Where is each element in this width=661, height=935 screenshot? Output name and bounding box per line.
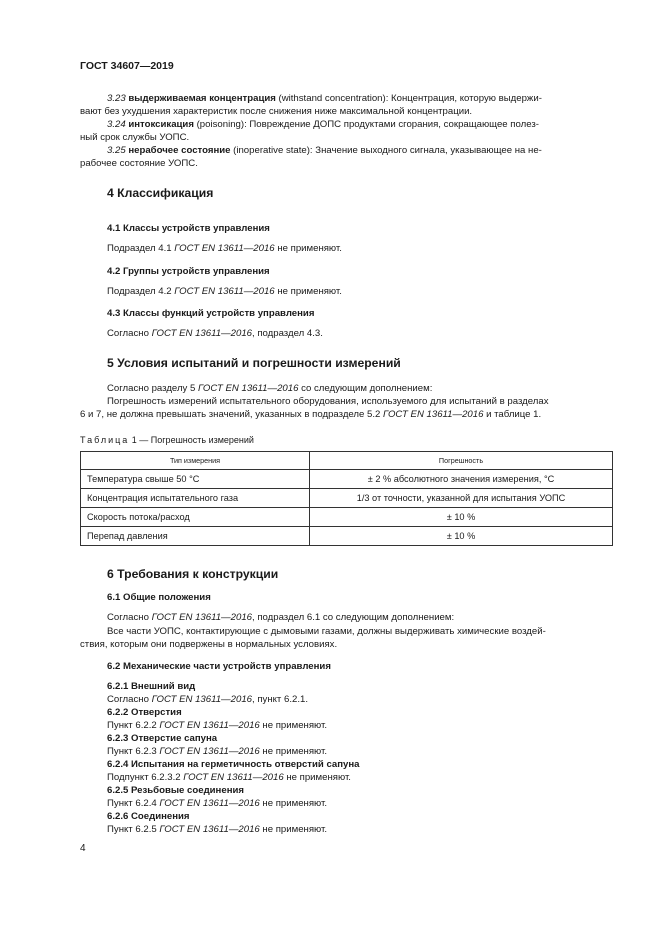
standard-reference: ГОСТ EN 13611—2016 bbox=[159, 720, 260, 731]
subsection-4-3-title: 4.3 Классы функций устройств управления bbox=[107, 308, 315, 319]
standard-reference: ГОСТ EN 13611—2016 bbox=[151, 694, 252, 705]
section-5-text-1: Согласно разделу 5 ГОСТ EN 13611—2016 со следующим дополнением: bbox=[107, 383, 433, 394]
table-cell: Перепад давления bbox=[81, 527, 310, 546]
item-6-2-3-text: Пункт 6.2.3 ГОСТ EN 13611—2016 не применяют. bbox=[107, 746, 328, 757]
term-3-24 bbox=[80, 118, 613, 131]
term-definition: Повреждение ДОПС продуктами сгорания, сокращающее полез- bbox=[249, 119, 539, 130]
term-english: (withstand concentration): bbox=[275, 93, 392, 104]
table-caption-text: 1 — Погрешность измерений bbox=[129, 435, 254, 445]
item-6-2-2-text: Пункт 6.2.2 ГОСТ EN 13611—2016 не применяют. bbox=[107, 720, 328, 731]
term-number: 3.25 bbox=[107, 145, 126, 156]
term-name: нерабочее состояние bbox=[128, 145, 231, 156]
item-6-2-6-title: 6.2.6 Соединения bbox=[107, 811, 190, 822]
subsection-4-3-text: Согласно ГОСТ EN 13611—2016, подраздел 4.3. bbox=[107, 328, 323, 339]
standard-reference: ГОСТ EN 13611—2016 bbox=[159, 746, 260, 757]
standard-reference: ГОСТ EN 13611—2016 bbox=[198, 383, 299, 394]
subsection-6-1-text-1: Согласно ГОСТ EN 13611—2016, подраздел 6.1 со следующим дополнением: bbox=[107, 612, 455, 623]
term-3-25-cont: рабочее состояние УОПС. bbox=[80, 158, 198, 169]
item-6-2-5-text: Пункт 6.2.4 ГОСТ EN 13611—2016 не применяют. bbox=[107, 798, 328, 809]
item-6-2-2-title: 6.2.2 Отверстия bbox=[107, 707, 182, 718]
table-cell: Температура свыше 50 °С bbox=[81, 470, 310, 489]
term-english: (inoperative state): bbox=[230, 145, 316, 156]
standard-reference: ГОСТ EN 13611—2016 bbox=[151, 328, 252, 339]
table-cell: ± 2 % абсолютного значения измерения, °С bbox=[310, 470, 613, 489]
page-number: 4 bbox=[80, 843, 86, 854]
term-english: (poisoning): bbox=[193, 119, 250, 130]
subsection-6-1-text-2-cont: ствия, которым они подвержены в нормальных условиях. bbox=[80, 639, 338, 650]
term-3-24-cont: ный срок службы УОПС. bbox=[80, 132, 190, 143]
table-row bbox=[81, 527, 613, 546]
subsection-4-2-title: 4.2 Группы устройств управления bbox=[107, 266, 270, 277]
table-cell: Скорость потока/расход bbox=[81, 508, 310, 527]
table-cell: ± 10 % bbox=[310, 508, 613, 527]
item-6-2-5-title: 6.2.5 Резьбовые соединения bbox=[107, 785, 244, 796]
standard-reference: ГОСТ EN 13611—2016 bbox=[159, 824, 260, 835]
subsection-6-1-text-2: Все части УОПС, контактирующие с дымовыми газами, должны выдерживать химические воздей- bbox=[107, 626, 546, 637]
subsection-6-1-title: 6.1 Общие положения bbox=[107, 592, 211, 603]
table-row bbox=[81, 489, 613, 508]
term-name: интоксикация bbox=[128, 119, 194, 130]
item-6-2-1-text: Согласно ГОСТ EN 13611—2016, пункт 6.2.1. bbox=[107, 694, 308, 705]
table-cell: Концентрация испытательного газа bbox=[81, 489, 310, 508]
table-caption bbox=[80, 434, 254, 447]
document-header: ГОСТ 34607—2019 bbox=[80, 60, 174, 72]
section-4-title: 4 Классификация bbox=[107, 186, 214, 200]
subsection-4-1-text: Подраздел 4.1 ГОСТ EN 13611—2016 не применяют. bbox=[107, 243, 342, 254]
term-definition: Значение выходного сигнала, указывающее на не- bbox=[315, 145, 542, 156]
item-6-2-3-title: 6.2.3 Отверстие сапуна bbox=[107, 733, 218, 744]
standard-reference: ГОСТ EN 13611—2016 bbox=[174, 243, 275, 254]
term-number: 3.23 bbox=[107, 93, 126, 104]
section-5-text-2-cont: 6 и 7, не должна превышать значений, указанных в подразделе 5.2 ГОСТ EN 13611—2016 и таблице 1. bbox=[80, 409, 542, 420]
table-caption-prefix: Таблица bbox=[80, 435, 130, 445]
item-6-2-1-title: 6.2.1 Внешний вид bbox=[107, 681, 196, 692]
table-cell: 1/3 от точности, указанной для испытания УОПС bbox=[310, 489, 613, 508]
term-3-23-cont: вают без ухудшения характеристик после снижения ниже максимальной концентрации. bbox=[80, 106, 473, 117]
table-row bbox=[81, 508, 613, 527]
table-header-cell: Погрешность bbox=[310, 452, 613, 470]
table-header-cell: Тип измерения bbox=[81, 452, 310, 470]
section-6-title: 6 Требования к конструкции bbox=[107, 567, 279, 581]
item-6-2-4-text: Подпункт 6.2.3.2 ГОСТ EN 13611—2016 не применяют. bbox=[107, 772, 351, 783]
term-name: выдерживаемая концентрация bbox=[128, 93, 276, 104]
table-cell: ± 10 % bbox=[310, 527, 613, 546]
term-number: 3.24 bbox=[107, 119, 126, 130]
section-5-text-2: Погрешность измерений испытательного оборудования, используемого для испытаний в разделах bbox=[107, 396, 549, 407]
standard-reference: ГОСТ EN 13611—2016 bbox=[151, 612, 252, 623]
measurement-error-table bbox=[80, 451, 613, 546]
subsection-4-1-title: 4.1 Классы устройств управления bbox=[107, 223, 270, 234]
item-6-2-6-text: Пункт 6.2.5 ГОСТ EN 13611—2016 не применяют. bbox=[107, 824, 328, 835]
standard-reference: ГОСТ EN 13611—2016 bbox=[159, 798, 260, 809]
section-5-title: 5 Условия испытаний и погрешности измерений bbox=[107, 356, 401, 370]
standard-reference: ГОСТ EN 13611—2016 bbox=[183, 772, 284, 783]
subsection-4-2-text: Подраздел 4.2 ГОСТ EN 13611—2016 не применяют. bbox=[107, 286, 342, 297]
standard-reference: ГОСТ EN 13611—2016 bbox=[174, 286, 275, 297]
table-row bbox=[81, 470, 613, 489]
standard-reference: ГОСТ EN 13611—2016 bbox=[383, 409, 484, 420]
subsection-6-2-title: 6.2 Механические части устройств управления bbox=[107, 661, 331, 672]
table-header-row bbox=[81, 452, 613, 470]
term-3-23 bbox=[80, 92, 613, 105]
term-3-25 bbox=[80, 144, 613, 157]
item-6-2-4-title: 6.2.4 Испытания на герметичность отверстий сапуна bbox=[107, 759, 360, 770]
term-definition: Концентрация, которую выдержи- bbox=[391, 93, 542, 104]
